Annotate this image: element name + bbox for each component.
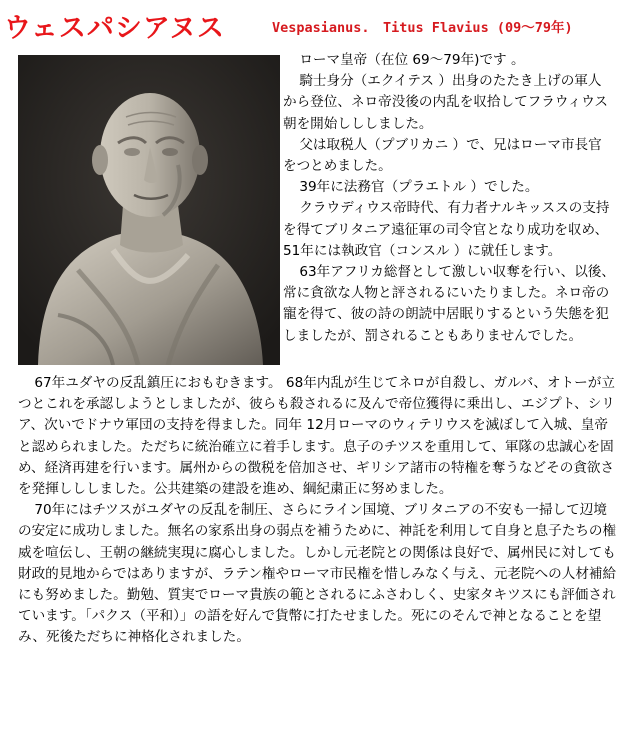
paragraph-origin: 騎士身分（エクイテス ）出身のたたき上げの軍人から登位、ネロ帝没後の内乱を収拾してフラウィウス朝を開始しししました。: [283, 73, 609, 132]
article-body: [18, 373, 618, 649]
latin-name-subtitle: Vespasianus. Titus Flavius (09～79年): [272, 20, 573, 36]
paragraph-judea: 67年ユダヤの反乱鎮圧におもむきます。 68年内乱が生じてネロが自殺し、ガルバ、オトーが立つとこれを承認しようとしましたが、彼らも殺されるに及んで帝位獲得に乗出し、エジプト、シリア、次いでドナウ軍団の支持を得ました。同年 12月ローマのウィテリウスを滅ぼして入城、皇帝と認められました。ただちに統治確立に着手します。息子のチツスを重用して、軍隊の忠誠心を固め、経済再建を行います。属州からの徴税を倍加させ、ギリシア諸市の特権を奪うなどその貪欲さを発揮しししました。公共建築の建設を進め、綱紀粛正に努めました。: [18, 375, 615, 498]
paragraph-reign: ローマ皇帝（在位 69～79年)です 。: [299, 52, 525, 68]
page-header: [4, 4, 616, 42]
paragraph-reign-policy: 70年にはチツスがユダヤの反乱を制圧、さらにライン国境、ブリタニアの不安も一掃して辺境の安定に成功しました。無名の家系出身の弱点を補うために、神託を利用して自身と息子たちの権威を喧伝し、王朝の継続実現に腐心しました。しかし元老院との関係は良好で、属州民に対しても財政的見地からではありますが、ラテン権やローマ市民権を惜しみなく与え、元老院への人材補給にも努めました。勤勉、質実でローマ貴族の範とされるにふさわしく、史家タキツスにも評価されています。「パクス（平和）」の語を好んで貨幣に打たせました。死にのそんで神となることを望み、死後ただちに神格化されました。: [18, 502, 617, 646]
paragraph-family: 父は取税人（プブリカニ ）で、兄はローマ市長官をつとめました。: [283, 136, 602, 175]
paragraph-africa: 63年アフリカ総督として激しい収奪を行い、以後、常に貪欲な人物と評されるにいたりました。ネロ帝の寵を得て、彼の詩の朗読中居眠りするという失態を犯しましたが、罰されることもありませんでした。: [283, 264, 615, 344]
article-intro: [283, 50, 615, 347]
paragraph-praetor: 39年に法務官（プラエトル ）でした。: [299, 179, 539, 196]
page-title: ウェスパシアヌス: [4, 13, 226, 44]
portrait-image: [18, 55, 280, 365]
paragraph-claudius: クラウディウス帝時代、有力者ナルキッススの支持を得てブリタニア遠征軍の司令官となり成功を収め、51年には執政官（コンスル ）に就任します。: [283, 200, 610, 259]
marble-bust-icon: [18, 55, 280, 365]
